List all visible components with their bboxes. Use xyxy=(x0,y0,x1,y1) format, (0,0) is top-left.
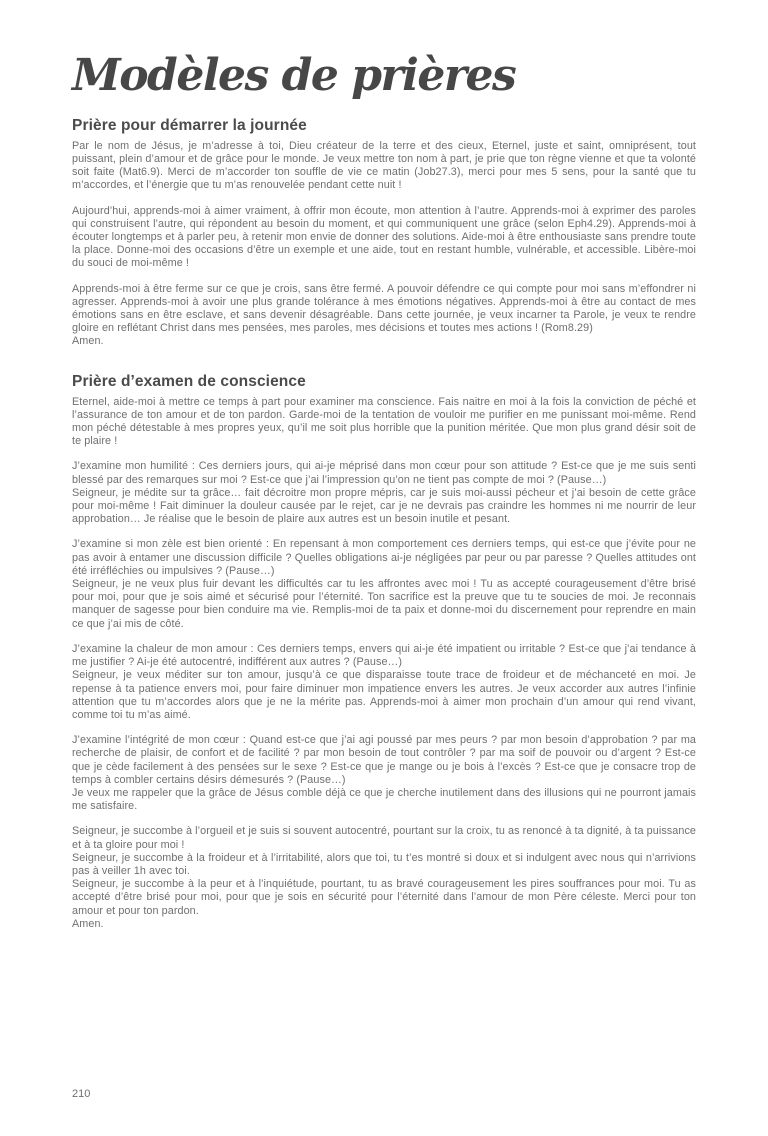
paragraph: J’examine mon humilité : Ces derniers jours, qui ai-je méprisé dans mon cœur pour son attitude ? Est-ce que je me suis senti blessé par des remarques sur moi ? Est-ce que j’ai l’impression qu’on ne tient pas compte de moi ? (Pause…) Seigneur, je médite sur ta grâce… fait décroitre mon propre mépris, car je suis moi-aussi pécheur et j’ai besoin de cette grâce pour moi-même ! Fait diminuer la douleur causée par le rejet, car je ne devrais pas craindre les hommes ni me nourrir de leur approbation… Je réalise que le besoin de plaire aux autres est un besoin inutile et pesant. xyxy=(72,460,696,526)
sections-container xyxy=(72,117,696,931)
paragraph: J’examine si mon zèle est bien orienté : En repensant à mon comportement ces derniers temps, qui est-ce que j’évite pour ne pas avoir à entamer une discussion difficile ? Quelles obligations ai-je négligées par peur ou par paresse ? Quelles attitudes ont été irréfléchies ou impulsives ? (Pause…) Seigneur, je ne veux plus fuir devant les difficultés car tu les affrontes avec moi ! Tu as accepté courageusement d’être brisé pour moi, pour que je sois aimé et sécurisé pour l’éternité. Ton sacrifice est la preuve que tu te soucies de moi. Je reconnais manquer de sagesse pour bien conduire ma vie. Remplis-moi de ta paix et donne-moi du discernement pour reprendre en main ce que j’ai mis de côté. xyxy=(72,538,696,630)
paragraph: Par le nom de Jésus, je m’adresse à toi, Dieu créateur de la terre et des cieux, Eternel, juste et saint, omniprésent, tout puissant, plein d’amour et de grâce pour le monde. Je veux mettre ton nom à part, je prie que ton règne vienne et que ta volonté soit faite (Mat6.9). Merci de m’accorder ton souffle de vie ce matin (Job27.3), merci pour mes 5 sens, pour la santé que tu m’accordes, et l’énergie que tu m’as renouvelée pendant cette nuit ! xyxy=(72,139,696,192)
section-heading: Prière d’examen de conscience xyxy=(72,372,306,390)
section-heading: Prière pour démarrer la journée xyxy=(72,116,307,134)
paragraph: Aujourd’hui, apprends-moi à aimer vraiment, à offrir mon écoute, mon attention à l’autre. Apprends-moi à exprimer des paroles qui construisent l’autre, qui répondent au besoin du moment, et qui communiquent une grâce (selon Eph4.29). Apprends-moi à écouter longtemps et à parler peu, à retenir mon envie de donner des solutions. Aide-moi à être enthousiaste sans prendre toute la place. Donne-moi des occasions d’être un exemple et une aide, tout en restant humble, vulnérable, et accessible. Libère-moi du souci de moi-même ! xyxy=(72,204,696,270)
paragraph: J’examine la chaleur de mon amour : Ces derniers temps, envers qui ai-je été impatient ou irritable ? Est-ce que j’ai tendance à me justifier ? Ai-je été autocentré, indifférent aux autres ? (Pause…) Seigneur, je veux méditer sur ton amour, jusqu’à ce que disparaisse toute trace de froideur et de méchanceté en moi. Je repense à ta patience envers moi, pour faire diminuer mon impatience envers les autres. Je veux accorder aux autres l’infinie attention que tu m’accordes alors que je ne la mérite pas. Apprends-moi à aimer mon prochain d’un amour qui rend vivant, comme toi tu m’as aimé. xyxy=(72,642,696,721)
paragraph: Eternel, aide-moi à mettre ce temps à part pour examiner ma conscience. Fais naitre en moi à la fois la conviction de péché et l’assurance de ton amour et de ton pardon. Garde-moi de la tentation de vouloir me purifier en me punissant moi-même. Rend mon péché détestable à mes propres yeux, qu’il me soit plus horrible que la punition méritée. Que mon plus grand désir soit de te plaire ! xyxy=(72,395,696,448)
page-number: 210 xyxy=(72,1088,91,1100)
prayer-section xyxy=(72,373,696,931)
paragraph: Apprends-moi à être ferme sur ce que je crois, sans être fermé. A pouvoir défendre ce qui compte pour moi sans m’effondrer ni agresser. Apprends-moi à avoir une plus grande tolérance à mes émotions négatives. Apprends-moi à être au contact de mes émotions sans en être esclave, et sans devenir désagréable. Dans cette journée, je veux incarner ta Parole, je veux te rendre gloire en reflétant Christ dans mes pensées, mes paroles, mes décisions et toutes mes actions ! (Rom8.29) Amen. xyxy=(72,282,696,348)
prayer-section xyxy=(72,117,696,349)
paragraph: J’examine l’intégrité de mon cœur : Quand est-ce que j’ai agi poussé par mes peurs ? par mon besoin d’approbation ? par ma recherche de plaisir, de confort et de facilité ? par mon besoin de tout contrôler ? par ma soif de pouvoir ou d’argent ? Est-ce que je cède facilement à des pensées sur le sexe ? Est-ce que je mange ou je bois à l’excès ? Est-ce que je consacre trop de temps à combler certains désirs démesurés ? (Pause…) Je veux me rappeler que la grâce de Jésus comble déjà ce que je cherche inutilement dans des illusions qui ne pourront jamais me satisfaire. xyxy=(72,734,696,813)
paragraph: Seigneur, je succombe à l’orgueil et je suis si souvent autocentré, pourtant sur la croix, tu as renoncé à ta dignité, à ta puissance et à ta gloire pour moi ! Seigneur, je succombe à la froideur et à l’irritabilité, alors que toi, tu t’es montré si doux et si indulgent avec nous qui n’arrivions pas à veiller 1h avec toi. Seigneur, je succombe à la peur et à l’inquiétude, pourtant, tu as bravé courageusement les pires souffrances pour moi. Tu as accepté d’être brisé pour moi, pour que je sois en sécurité pour l’éternité dans l’amour de mon Père céleste. Merci pour ton amour et pour ton pardon. Amen. xyxy=(72,825,697,930)
page-title: Modèles de prières xyxy=(72,50,516,101)
